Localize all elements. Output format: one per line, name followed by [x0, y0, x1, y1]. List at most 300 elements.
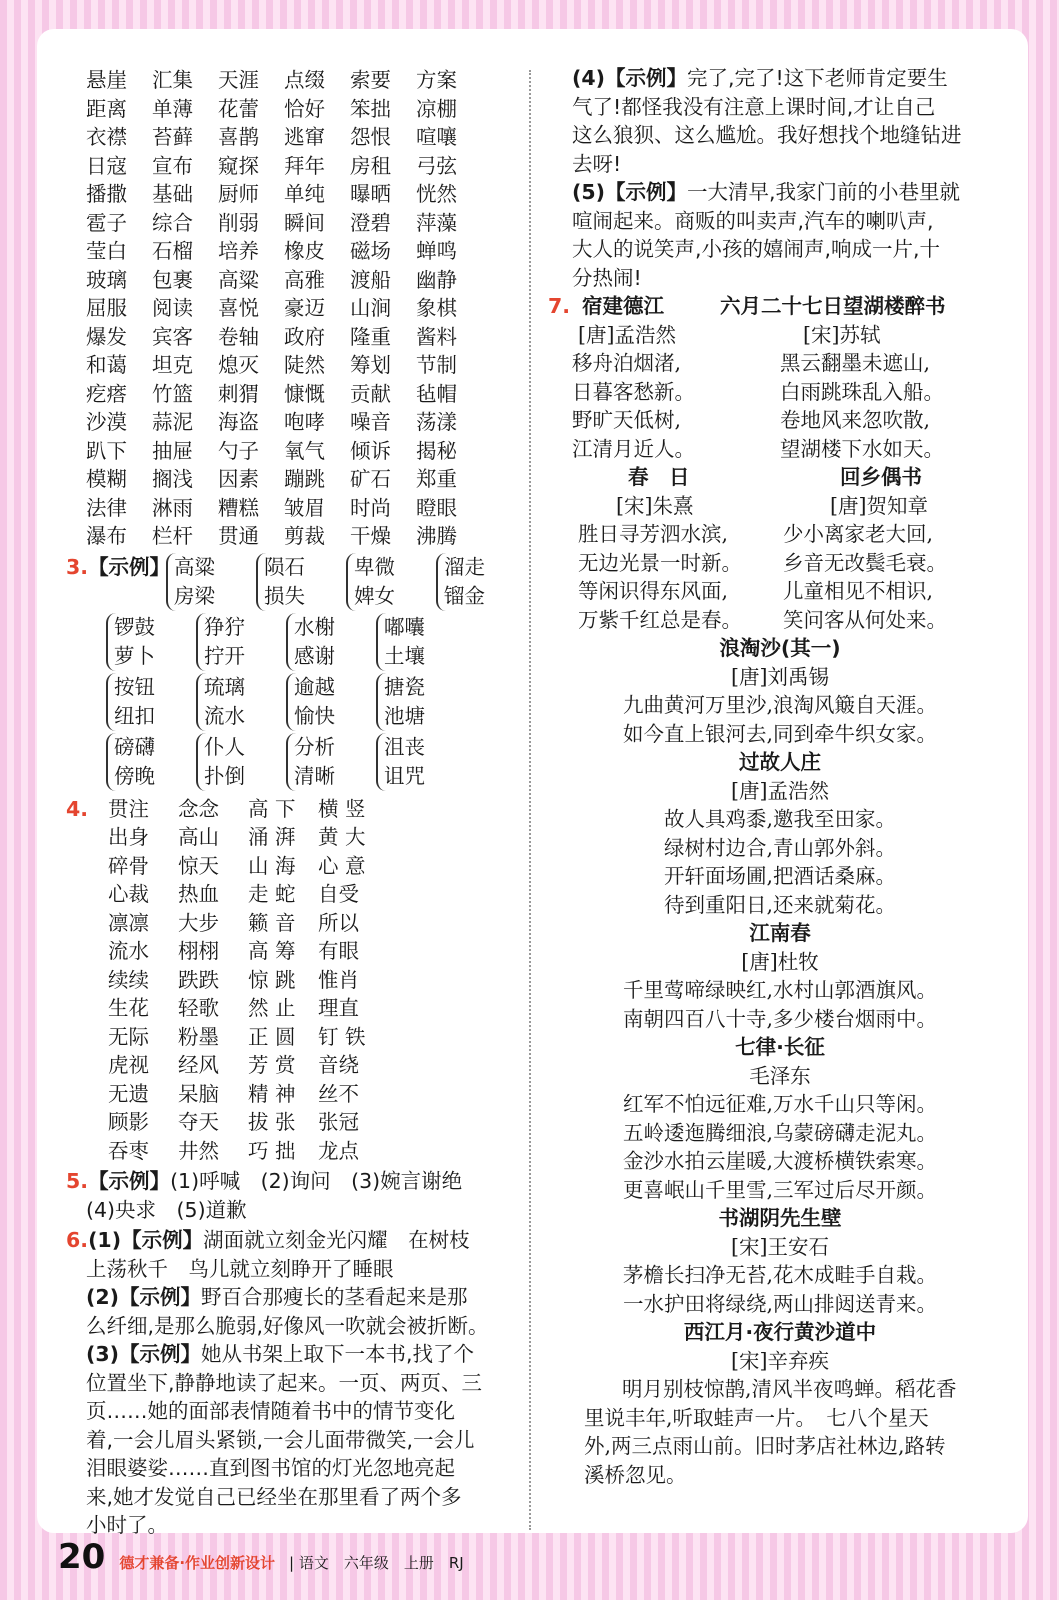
pair-word: 拧开: [204, 643, 245, 668]
vocab-word: 点缀: [284, 68, 325, 92]
vocab-word: 房租: [350, 153, 391, 178]
poem-pair-row: [578, 577, 988, 606]
pair-word: 房梁: [174, 583, 215, 608]
vocab-word: 综合: [152, 210, 193, 235]
q6-line: 来,她才发觉自己已经坐在那里看了两个多: [86, 1484, 462, 1509]
poem-author: [宋]王安石: [731, 1234, 829, 1259]
q6-line: 小时了。: [86, 1513, 168, 1537]
vocab-word: 衣襟: [86, 125, 127, 149]
vocab-word: 喜鹊: [218, 125, 259, 149]
poem-line: 五岭逶迤腾细浪,乌蒙磅礴走泥丸。: [622, 1120, 937, 1145]
vocab-word: 筹划: [350, 353, 391, 377]
vocab-word: 豪迈: [284, 296, 325, 320]
poem-title: 浪淘沙(其一): [719, 636, 841, 660]
pair-word: 嘟囔: [384, 614, 425, 639]
vocab-word: 高粱: [218, 267, 259, 292]
vocab-word: 趴下: [86, 438, 127, 463]
poem-line: 一水护田将绿绕,两山排闼送青来。: [622, 1291, 937, 1316]
vocab-word: 单纯: [284, 182, 325, 206]
idiom-fragment: 贯注: [108, 796, 149, 821]
word-pair: [286, 673, 366, 731]
vocab-word: 山涧: [350, 296, 391, 320]
q6-continued: [548, 64, 988, 292]
vocab-word: 疙瘩: [86, 381, 127, 406]
poem-line: 千里莺啼绿映红,水村山郭酒旗风。: [622, 978, 937, 1002]
vocab-word: 因素: [218, 467, 259, 491]
vocab-word: 恰好: [284, 96, 325, 121]
q5-line: (4)央求 (5)道歉: [86, 1197, 247, 1222]
vocab-word: 花蕾: [218, 96, 259, 121]
poem-line: 黑云翻墨未遮山,: [780, 351, 931, 375]
pair-word: 纽扣: [114, 703, 155, 728]
vocab-word: 沙漠: [86, 410, 127, 434]
pair-word: 高粱: [174, 554, 215, 579]
idiom-fragment: 呆脑: [178, 1081, 219, 1106]
word-pair: [196, 733, 276, 791]
vocab-word: 淋雨: [152, 495, 193, 520]
q3-number: 3.: [66, 554, 89, 579]
idiom-fragment: 念念: [178, 796, 219, 821]
poem-line: 儿童相见不相识,: [783, 579, 934, 603]
word-pair: [286, 613, 366, 671]
book-brand: 德才兼备·作业创新设计: [119, 1554, 276, 1572]
vocab-word: 干燥: [350, 524, 391, 548]
vocab-word: 坦克: [152, 353, 193, 377]
vocab-word: 日寇: [86, 153, 127, 178]
vocab-word: 剪裁: [284, 524, 325, 548]
vocab-word: 糟糕: [218, 495, 259, 520]
vocab-word: 宾客: [152, 324, 193, 349]
poem-line: 笑问客从何处来。: [783, 607, 947, 632]
idiom-fragment: 经风: [178, 1053, 219, 1077]
poem-pair-row: [578, 606, 988, 635]
vocab-word: 荡漾: [416, 410, 457, 434]
book-subject: | 语文 六年级 上册 RJ: [289, 1554, 464, 1572]
idiom-fragment: 虎视: [108, 1053, 149, 1077]
idiom-fragment: 音绕: [318, 1053, 359, 1077]
idiom-fragment: 夺天: [178, 1110, 219, 1134]
idiom-fragment: 理直: [318, 996, 359, 1020]
vocab-word: 熄灭: [218, 353, 259, 377]
vocab-word: 橡皮: [284, 239, 325, 263]
poem-line: 如今直上银河去,同到牵牛织女家。: [622, 721, 937, 746]
q3-header: [66, 553, 516, 611]
q6-number: 6.: [66, 1228, 89, 1252]
idiom-fragment: 热血: [178, 882, 219, 906]
page-footer: [58, 1537, 464, 1577]
poem-author: 毛泽东: [749, 1063, 811, 1088]
poem-line: 绿树村边合,青山郭外斜。: [663, 835, 897, 860]
q6-line: 分热闹!: [572, 265, 642, 290]
vocab-word: 苔藓: [152, 125, 193, 149]
vocab-word: 沸腾: [416, 524, 457, 548]
pair-word: 土壤: [384, 643, 425, 668]
vocab-word: 酱料: [416, 324, 457, 349]
pair-word: 诅咒: [384, 763, 425, 788]
word-pair: [376, 613, 456, 671]
q6-line: 大人的说笑声,小孩的嬉闹声,响成一片,十: [572, 237, 941, 261]
idiom-fragment: 凛凛: [108, 910, 149, 935]
vocab-word: 距离: [86, 96, 127, 121]
poem-pair-row: [572, 435, 988, 464]
poem-line: 红军不怕远征难,万水千山只等闲。: [622, 1092, 937, 1116]
pair-word: 仆人: [204, 734, 245, 759]
idiom-fragment: 高 下: [248, 796, 296, 821]
q6-line: 一大清早,我家门前的小巷里就: [687, 180, 961, 204]
vocab-word: 幽静: [416, 267, 457, 292]
idiom-fragment: 栩栩: [178, 939, 219, 963]
vocab-word: 阅读: [152, 296, 193, 320]
vocab-word: 宣布: [152, 153, 193, 178]
q6-line: 去呀!: [572, 151, 622, 176]
poem-line: 望湖楼下水如天。: [780, 436, 944, 461]
pair-word: 狰狞: [204, 614, 245, 639]
idiom-fragment: 井然: [178, 1138, 219, 1163]
vocab-word: 栏杆: [152, 524, 193, 548]
idiom-fragment: 惟肖: [318, 967, 359, 992]
poem-title: 回乡偶书: [840, 465, 922, 489]
idiom-fragment: 心 意: [318, 853, 366, 878]
vocab-word: 政府: [284, 324, 325, 349]
vocab-word: 恍然: [416, 182, 457, 206]
q6-line: 气了!都怪我没有注意上课时间,才让自己: [572, 94, 936, 119]
poem-line: 茅檐长扫净无苔,花木成畦手自栽。: [622, 1263, 937, 1287]
poem-line: 江清月近人。: [572, 436, 695, 461]
vocab-word: 渡船: [350, 267, 391, 292]
poem-author: [唐]孟浩然: [731, 778, 829, 803]
idiom-fragment: 自受: [318, 882, 359, 906]
vocab-word: 播撒: [86, 182, 127, 206]
pair-word: 池塘: [384, 703, 425, 728]
idiom-fragment: 续续: [108, 967, 149, 992]
idiom-fragment: 精 神: [248, 1081, 296, 1106]
vocab-word: 基础: [152, 182, 193, 206]
vocab-word: 方案: [416, 68, 457, 92]
pair-word: 清晰: [294, 763, 335, 788]
poem-line: 野旷天低树,: [572, 408, 682, 432]
q6-line: 泪眼婆娑……直到图书馆的灯光忽地亮起: [86, 1456, 455, 1480]
idiom-fragment: 龙点: [318, 1138, 359, 1163]
word-pair: [106, 613, 186, 671]
q6-line: 完了,完了!这下老师肯定要生: [687, 66, 948, 90]
poem-title: 书湖阴先生壁: [718, 1206, 842, 1230]
pair-word: 沮丧: [384, 734, 425, 759]
q5-label: 【示例】: [88, 1169, 171, 1193]
idiom-fragment: 高山: [178, 825, 219, 849]
vocab-word: 凉棚: [416, 96, 457, 121]
page-number: 20: [58, 1537, 106, 1577]
q6-line: 这么狼狈、这么尴尬。我好想找个地缝钻进: [572, 123, 962, 147]
pair-word: 琉璃: [204, 674, 245, 699]
pair-word: 感谢: [294, 643, 335, 668]
vocab-word: 贡献: [350, 381, 391, 406]
vocab-word: 噪音: [350, 410, 391, 434]
idiom-fragment: 无际: [108, 1024, 149, 1049]
idiom-fragment: 张冠: [318, 1110, 359, 1134]
vocab-word: 毡帽: [416, 381, 457, 406]
vocab-word: 节制: [416, 353, 457, 377]
vocab-word: 石榴: [152, 239, 193, 263]
poem-author: [宋]辛弃疾: [731, 1348, 829, 1373]
vocab-word: 天涯: [218, 68, 259, 92]
idiom-fragment: 黄 大: [318, 825, 366, 849]
poem-title: 六月二十七日望湖楼醉书: [720, 294, 946, 318]
q6-line: 湖面就立刻金光闪耀 在树枝: [203, 1228, 470, 1252]
poem-author: [唐]刘禹锡: [731, 664, 829, 689]
q7-number: 7.: [548, 294, 571, 318]
q3-row: [86, 733, 516, 791]
pair-word: 扑倒: [204, 763, 245, 788]
vocab-word: 弓弦: [416, 153, 457, 178]
vocab-word: 和蔼: [86, 353, 127, 377]
idiom-fragment: 走 蛇: [248, 882, 296, 906]
poem-pair-row: [578, 520, 988, 549]
vocab-word: 皱眉: [284, 495, 325, 520]
poem-title: 七律·长征: [735, 1035, 825, 1059]
poem-author: [唐]孟浩然: [578, 322, 676, 347]
idiom-fragment: 跌跌: [178, 967, 219, 992]
poem-title: 宿建德江: [582, 294, 664, 318]
vocab-word: 瀑布: [86, 524, 127, 548]
vocab-word: 刺猬: [218, 381, 259, 406]
poem-title: 过故人庄: [739, 750, 821, 774]
idiom-fragment: 顾影: [108, 1110, 149, 1134]
pair-word: 水榭: [294, 614, 335, 639]
q6-line: 上荡秋千 鸟儿就立刻睁开了睡眼: [86, 1256, 394, 1281]
q2-word-grid: [86, 66, 516, 551]
q6-line: 野百合那瘦长的茎看起来是那: [201, 1285, 468, 1309]
q6-line: 喧闹起来。商贩的叫卖声,汽车的喇叭声,: [572, 208, 934, 233]
idiom-fragment: 芳 赏: [248, 1053, 296, 1077]
idiom-fragment: 高 筹: [248, 939, 296, 963]
idiom-fragment: 籁 音: [248, 910, 296, 935]
q6-line: 位置坐下,静静地读了起来。一页、两页、三: [86, 1370, 483, 1395]
poem-title: 江南春: [749, 921, 811, 945]
idiom-fragment: 出身: [108, 825, 149, 849]
poem-line: 金沙水拍云崖暖,大渡桥横铁索寒。: [622, 1149, 937, 1173]
vocab-word: 时尚: [350, 495, 391, 520]
vocab-word: 揭秘: [416, 438, 457, 463]
vocab-word: 郑重: [416, 467, 457, 491]
poem-line: 溪桥忽见。: [584, 1462, 687, 1487]
vocab-word: 窥探: [218, 153, 259, 178]
vocab-word: 喧嚷: [416, 125, 457, 149]
q6-line: 着,一会儿眉头紧锁,一会儿面带微笑,一会儿: [86, 1427, 475, 1452]
poem-pair-row: [578, 549, 988, 578]
poem-line: 外,两三点雨山前。旧时茅店社林边,路转: [584, 1434, 946, 1458]
word-pair: [166, 553, 246, 611]
poem-pair-lines: [548, 349, 988, 463]
pair-word: 愉快: [294, 703, 335, 728]
vocab-word: 高雅: [284, 267, 325, 292]
vocab-word: 厨师: [218, 182, 259, 206]
q7-block: [548, 292, 988, 1489]
vocab-word: 雹子: [86, 210, 127, 235]
q4-number: 4.: [66, 796, 89, 821]
poem-line: 乡音无改鬓毛衰。: [783, 550, 947, 575]
idiom-fragment: 涌 湃: [248, 825, 296, 849]
idiom-fragment: 正 圆: [248, 1024, 296, 1049]
q6-p1-label: (1)【示例】: [88, 1228, 204, 1252]
vocab-word: 汇集: [152, 68, 193, 92]
vocab-word: 屈服: [86, 296, 127, 320]
q3-row: [166, 553, 516, 611]
poem-line: 南朝四百八十寺,多少楼台烟雨中。: [622, 1006, 937, 1031]
vocab-word: 爆发: [86, 324, 127, 349]
vocab-word: 海盗: [218, 410, 259, 434]
vocab-word: 削弱: [218, 210, 259, 235]
poem-author: [唐]杜牧: [741, 949, 819, 974]
idiom-fragment: 流水: [108, 939, 149, 963]
vocab-word: 悬崖: [86, 68, 127, 92]
poem-line: 等闲识得东风面,: [578, 579, 729, 603]
poem-line: 开轩面场圃,把酒话桑麻。: [663, 864, 897, 888]
word-pair: [106, 673, 186, 731]
q6-block: [66, 1226, 516, 1540]
pair-word: 磅礴: [114, 734, 155, 759]
poem-title: 春 日: [628, 465, 690, 489]
poem-pair-row: [572, 349, 988, 378]
idiom-fragment: 惊 跳: [248, 967, 296, 992]
poem-line: 胜日寻芳泗水滨,: [578, 522, 729, 546]
poem-line: 里说丰年,听取蛙声一片。 七八个星天: [584, 1405, 929, 1430]
idiom-fragment: 丝不: [318, 1081, 359, 1106]
vocab-word: 曝晒: [350, 182, 391, 206]
q3-label: 【示例】: [88, 554, 171, 579]
vocab-word: 喜悦: [218, 296, 259, 320]
poem-line: 万紫千红总是春。: [578, 607, 742, 632]
poem-author: [唐]贺知章: [830, 493, 928, 518]
poem-author: [宋]朱熹: [616, 493, 694, 518]
poem-pair-lines: [548, 520, 988, 634]
idiom-fragment: 有眼: [318, 939, 359, 963]
word-pair: [376, 673, 456, 731]
pair-word: 婢女: [354, 583, 395, 608]
word-pair: [376, 733, 456, 791]
pair-word: 萝卜: [114, 643, 155, 668]
poem-line: 日暮客愁新。: [572, 379, 695, 404]
poem-pair-row: [572, 378, 988, 407]
vocab-word: 玻璃: [86, 267, 127, 292]
q5-block: [66, 1167, 516, 1224]
vocab-word: 勺子: [218, 438, 259, 463]
vocab-word: 隆重: [350, 324, 391, 349]
poem-line: 卷地风来忽吹散,: [780, 408, 931, 432]
poem-line: 白雨跳珠乱入船。: [780, 379, 944, 404]
q3-row: [86, 673, 516, 731]
vocab-word: 笨拙: [350, 96, 391, 121]
vocab-word: 卷轴: [218, 324, 259, 349]
word-pair: [286, 733, 366, 791]
vocab-word: 氧气: [284, 438, 325, 463]
vocab-word: 倾诉: [350, 438, 391, 463]
vocab-word: 象棋: [416, 296, 457, 320]
idiom-fragment: 拔 张: [248, 1110, 296, 1134]
pair-word: 溜走: [444, 554, 485, 579]
pair-word: 损失: [264, 583, 305, 608]
pair-word: 傍晚: [114, 763, 155, 788]
idiom-fragment: 横 竖: [318, 796, 366, 821]
vocab-word: 包裹: [152, 267, 193, 292]
vocab-word: 法律: [86, 495, 127, 520]
vocab-word: 澄碧: [350, 210, 391, 235]
pair-word: 卑微: [354, 554, 395, 579]
pair-word: 镏金: [444, 583, 485, 608]
pair-word: 逾越: [294, 674, 335, 699]
word-pair: [346, 553, 426, 611]
q6-line: 她从书架上取下一本书,找了个: [201, 1342, 475, 1366]
q6-p3-label: (3)【示例】: [86, 1342, 202, 1366]
poem-line: 待到重阳日,还来就菊花。: [663, 892, 897, 917]
poem-line: 明月别枝惊鹊,清风半夜鸣蝉。稻花香: [622, 1377, 957, 1401]
poem-line: 少小离家老大回,: [783, 522, 934, 546]
vocab-word: 贯通: [218, 524, 259, 548]
vocab-word: 莹白: [86, 239, 127, 263]
left-column: [66, 66, 516, 1540]
vocab-word: 磁场: [350, 239, 391, 263]
vocab-word: 竹篮: [152, 381, 193, 406]
vocab-word: 单薄: [152, 96, 193, 121]
pair-word: 流水: [204, 703, 245, 728]
pair-word: 搪瓷: [384, 674, 425, 699]
idiom-fragment: 所以: [318, 910, 359, 935]
idiom-fragment: 巧 拙: [248, 1138, 296, 1163]
q6-p5-label: (5)【示例】: [572, 180, 688, 204]
poem-line: 故人具鸡黍,邀我至田家。: [663, 807, 897, 831]
pair-word: 锣鼓: [114, 614, 155, 639]
idiom-fragment: 然 止: [248, 996, 296, 1020]
word-pair: [106, 733, 186, 791]
vocab-word: 陡然: [284, 353, 325, 377]
q5-line: (1)呼喊 (2)询问 (3)婉言谢绝: [170, 1169, 463, 1193]
q3-rows: [86, 613, 516, 791]
vocab-word: 萍藻: [416, 210, 457, 235]
vocab-word: 搁浅: [152, 467, 193, 491]
idiom-fragment: 大步: [178, 910, 219, 935]
q6-line: 页……她的面部表情随着书中的情节变化: [86, 1399, 455, 1423]
vocab-word: 拜年: [284, 153, 325, 178]
vocab-word: 蹦跳: [284, 467, 325, 491]
poem-pair-row: [572, 406, 988, 435]
poem-line: 移舟泊烟渚,: [572, 351, 682, 375]
q4-block: [66, 795, 516, 1166]
q6-p2-label: (2)【示例】: [86, 1285, 202, 1309]
word-pair: [256, 553, 336, 611]
idiom-fragment: 轻歌: [178, 996, 219, 1020]
idiom-fragment: 心裁: [108, 882, 149, 906]
vocab-word: 索要: [350, 68, 391, 92]
vocab-word: 蒜泥: [152, 410, 193, 434]
q6-line: 么纤细,是那么脆弱,好像风一吹就会被折断。: [86, 1313, 489, 1338]
idiom-fragment: 生花: [108, 996, 149, 1020]
word-pair: [436, 553, 516, 611]
q5-number: 5.: [66, 1169, 89, 1193]
vocab-word: 瞪眼: [416, 495, 457, 520]
word-pair: [196, 613, 276, 671]
q6-p4-label: (4)【示例】: [572, 66, 688, 90]
idiom-fragment: 无遗: [108, 1081, 149, 1106]
vocab-word: 蝉鸣: [416, 239, 457, 263]
poem-title: 西江月·夜行黄沙道中: [683, 1320, 877, 1344]
right-column: [548, 64, 988, 1489]
poem-line: 更喜岷山千里雪,三军过后尽开颜。: [622, 1177, 937, 1202]
vocab-word: 慷慨: [284, 381, 325, 406]
column-divider: [529, 70, 531, 1530]
vocab-word: 怨恨: [350, 125, 391, 149]
idiom-fragment: 吞枣: [108, 1138, 149, 1163]
vocab-word: 模糊: [86, 467, 127, 491]
q4-idiom-grid: [86, 795, 516, 1166]
